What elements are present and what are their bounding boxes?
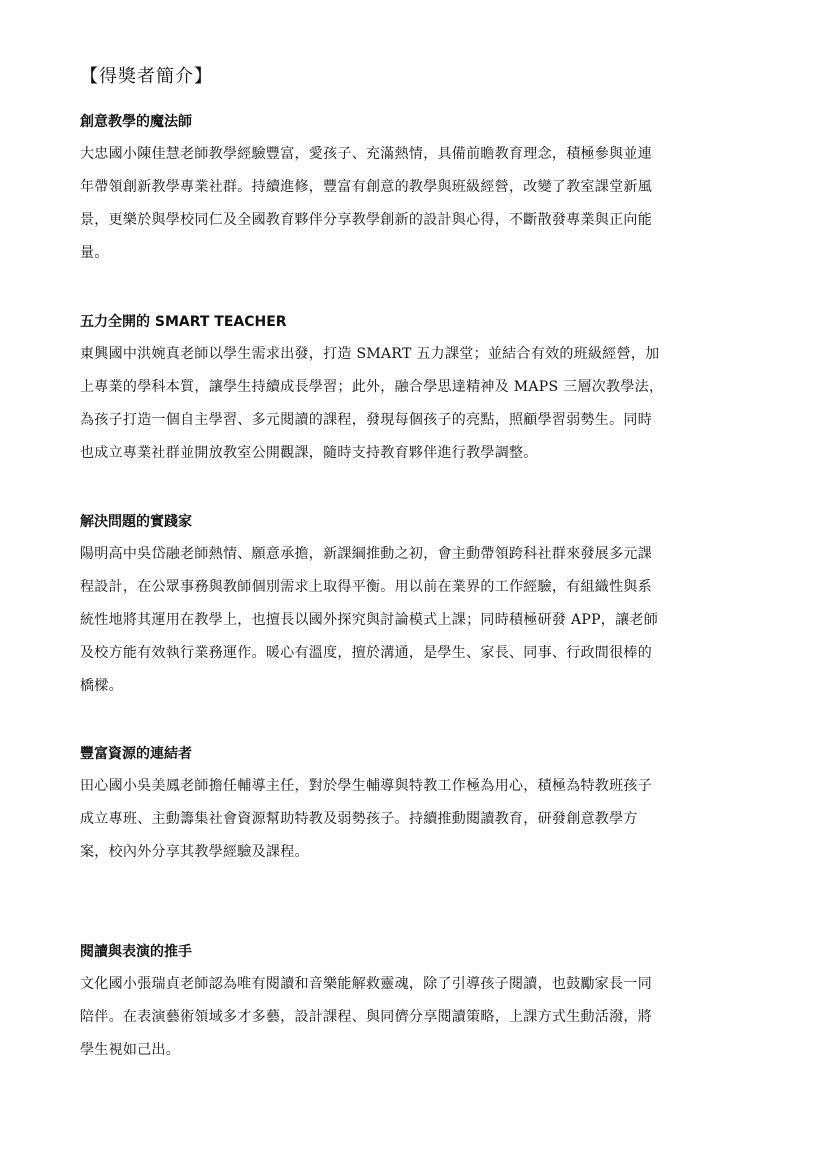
page-heading: 【得獎者簡介】 <box>80 66 213 87</box>
body-line: 東興國中洪婉真老師以學生需求出發，打造 SMART 五力課堂；並結合有效的班級經營，加 <box>80 346 660 362</box>
awardee-section <box>80 112 750 270</box>
awardee-section <box>80 512 750 703</box>
body-line: 陽明高中吳岱融老師熱情、願意承擔，新課綱推動之初，會主動帶領跨科社群來發展多元課 <box>80 546 652 562</box>
body-line: 案，校內外分享其教學經驗及課程。 <box>80 844 309 860</box>
body-line: 統性地將其運用在教學上，也擅長以國外探究與討論模式上課；同時積極研發 APP，讓老師 <box>80 612 658 628</box>
body-line: 年帶領創新教學專業社群。持續進修，豐富有創意的教學與班級經營，改變了教室課堂新風 <box>80 179 652 195</box>
body-line: 橋樑。 <box>80 678 123 694</box>
section-body <box>80 968 750 1067</box>
body-line: 為孩子打造一個自主學習、多元閱讀的課程，發現每個孩子的亮點，照顧學習弱勢生。同時 <box>80 412 652 428</box>
section-title: 閱讀與表演的推手 <box>80 944 192 960</box>
body-line: 田心國小吳美鳳老師擔任輔導主任，對於學生輔導與特教工作極為用心，積極為特教班孩子 <box>80 778 652 794</box>
awardee-section <box>80 312 750 470</box>
section-body <box>80 770 750 869</box>
body-line: 景，更樂於與學校同仁及全國教育夥伴分享教學創新的設計與心得，不斷散發專業與正向能 <box>80 212 652 228</box>
awardee-section <box>80 942 750 1067</box>
section-body <box>80 138 750 270</box>
awardee-section <box>80 744 750 869</box>
body-line: 大忠國小陳佳慧老師教學經驗豐富，愛孩子、充滿熱情，具備前瞻教育理念，積極參與並連 <box>80 146 652 162</box>
body-line: 文化國小張瑞貞老師認為唯有閱讀和音樂能解救靈魂，除了引導孩子閱讀，也鼓勵家長一同 <box>80 976 652 992</box>
section-title: 解決問題的實踐家 <box>80 514 192 530</box>
body-line: 及校方能有效執行業務運作。暖心有溫度，擅於溝通，是學生、家長、同事、行政間很棒的 <box>80 645 652 661</box>
section-title: 五力全開的 SMART TEACHER <box>80 314 287 330</box>
body-line: 成立專班、主動籌集社會資源幫助特教及弱勢孩子。持續推動閱讀教育，研發創意教學方 <box>80 811 638 827</box>
section-body <box>80 538 750 703</box>
body-line: 陪伴。在表演藝術領域多才多藝，設計課程、與同儕分享閱讀策略，上課方式生動活潑，將 <box>80 1009 652 1025</box>
body-line: 程設計，在公眾事務與教師個別需求上取得平衡。用以前在業界的工作經驗，有組織性與系 <box>80 579 652 595</box>
body-line: 上專業的學科本質，讓學生持續成長學習；此外，融合學思達精神及 MAPS 三層次教學法， <box>80 379 664 395</box>
body-line: 也成立專業社群並開放教室公開觀課，隨時支持教育夥伴進行教學調整。 <box>80 445 538 461</box>
body-line: 學生視如己出。 <box>80 1042 181 1058</box>
section-body <box>80 338 750 470</box>
section-title: 創意教學的魔法師 <box>80 114 192 130</box>
body-line: 量。 <box>80 245 109 261</box>
section-title: 豐富資源的連結者 <box>80 746 192 762</box>
